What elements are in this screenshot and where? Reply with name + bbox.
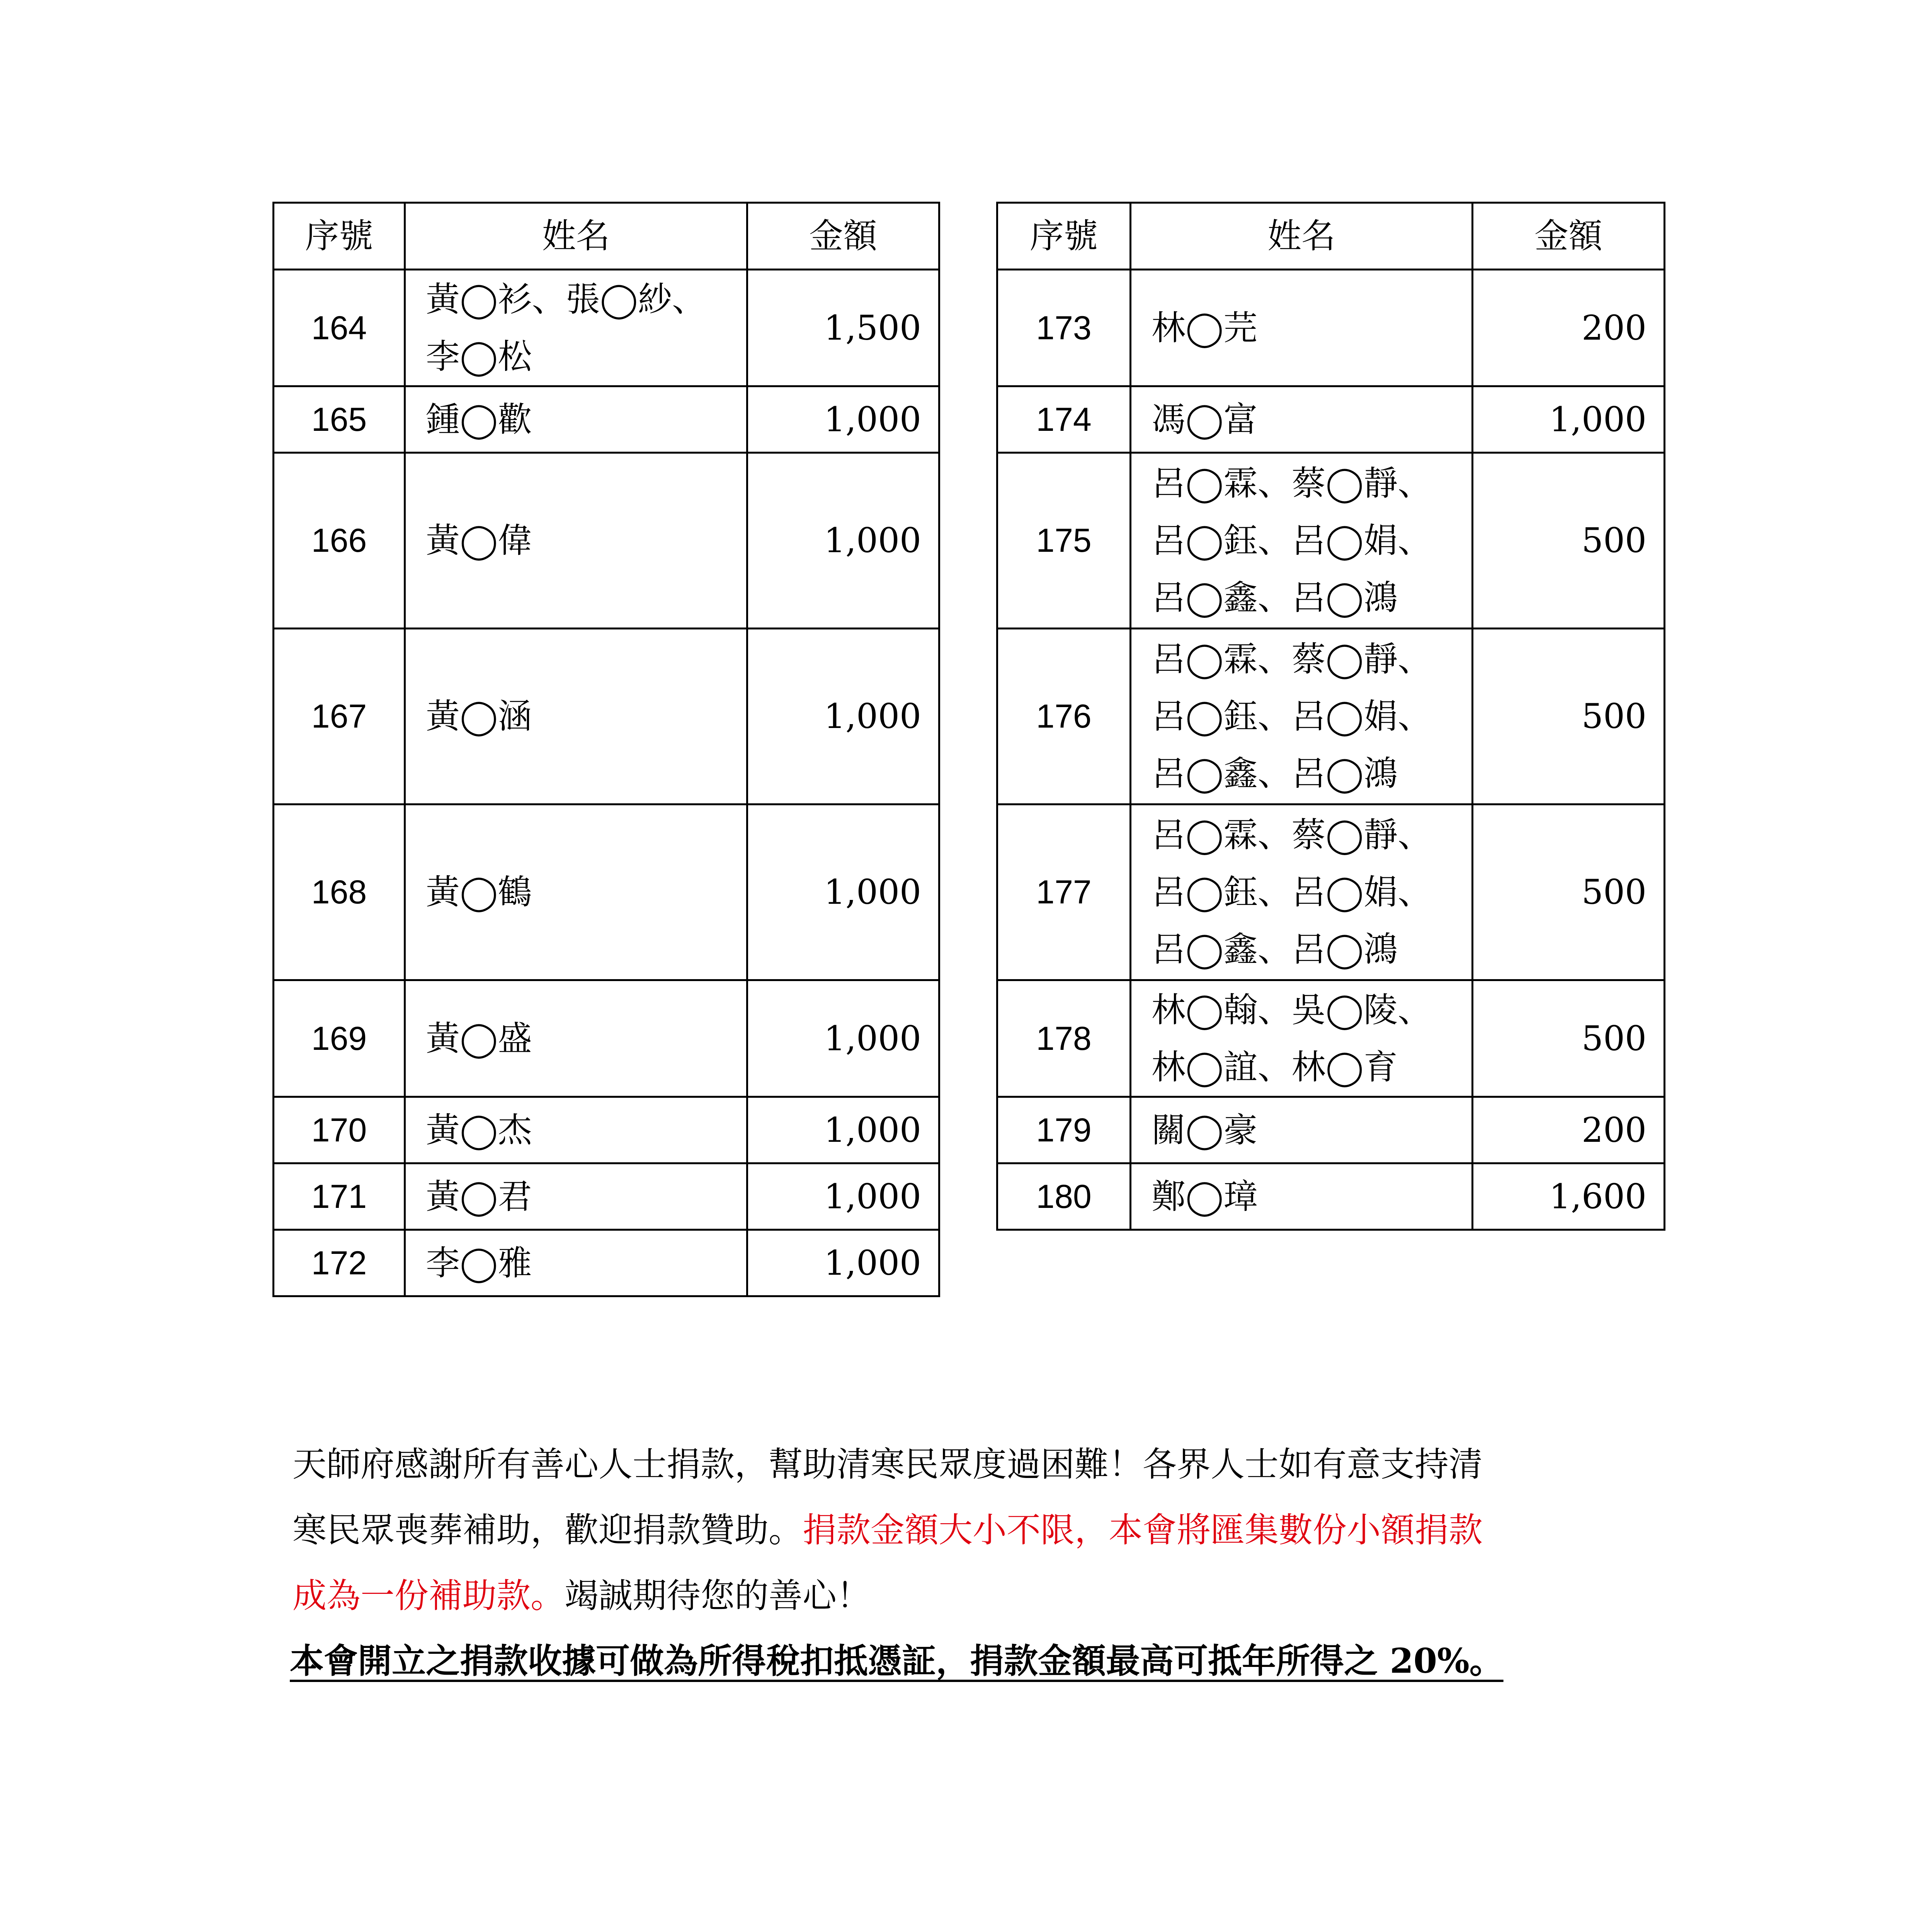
seq-cell: 168	[274, 804, 405, 980]
table-row	[997, 270, 1665, 386]
donor-name-cell: 呂◯霖、蔡◯靜、 呂◯鈺、呂◯娟、 呂◯鑫、呂◯鴻	[1131, 804, 1473, 980]
amount-cell: 500	[1473, 804, 1665, 980]
donor-name-cell: 呂◯霖、蔡◯靜、 呂◯鈺、呂◯娟、 呂◯鑫、呂◯鴻	[1131, 453, 1473, 629]
seq-cell: 173	[997, 270, 1131, 386]
tax-deduction-notice: 本會開立之捐款收據可做為所得稅扣抵憑証，捐款金額最高可抵年所得之 20%。	[290, 1641, 1504, 1681]
table-header-row	[274, 203, 939, 270]
seq-cell: 166	[274, 453, 405, 629]
seq-cell: 178	[997, 980, 1131, 1097]
table-row	[274, 386, 939, 453]
amount-cell: 1,000	[747, 1163, 939, 1230]
donor-name-cell: 呂◯霖、蔡◯靜、 呂◯鈺、呂◯娟、 呂◯鑫、呂◯鴻	[1131, 629, 1473, 804]
donor-name-cell: 關◯豪	[1131, 1097, 1473, 1163]
seq-cell: 174	[997, 386, 1131, 453]
donor-table-left	[272, 202, 940, 1297]
table-row	[274, 1097, 939, 1163]
amount-cell: 200	[1473, 1097, 1665, 1163]
seq-cell: 175	[997, 453, 1131, 629]
amount-cell: 1,500	[747, 270, 939, 386]
note-text-highlight: 捐款金額大小不限，本會將匯集數份小額捐款	[803, 1510, 1483, 1550]
amount-cell: 500	[1473, 453, 1665, 629]
table-row	[274, 804, 939, 980]
donor-table-right-body	[997, 203, 1665, 1230]
note-text-highlight: 成為一份補助款。	[293, 1576, 565, 1616]
seq-cell: 167	[274, 629, 405, 804]
seq-cell: 180	[997, 1163, 1131, 1230]
table-row	[997, 1163, 1665, 1230]
table-row	[997, 453, 1665, 629]
note-text: 天師府感謝所有善心人士捐款，幫助清寒民眾度過困難！各界人士如有意支持清	[293, 1444, 1483, 1484]
donor-name-cell: 黃◯杰	[405, 1097, 747, 1163]
table-row	[274, 1230, 939, 1296]
amount-cell: 1,000	[747, 1097, 939, 1163]
seq-cell: 176	[997, 629, 1131, 804]
header-amount: 金額	[747, 203, 939, 270]
amount-cell: 1,000	[747, 386, 939, 453]
table-row	[997, 1097, 1665, 1163]
table-row	[997, 629, 1665, 804]
header-seq: 序號	[997, 203, 1131, 270]
table-row	[997, 980, 1665, 1097]
note-line-4	[290, 1638, 1642, 1684]
donor-name-cell: 黃◯衫、張◯紗、 李◯松	[405, 270, 747, 386]
donor-table-left-body	[274, 203, 939, 1296]
header-name: 姓名	[1131, 203, 1473, 270]
seq-cell: 170	[274, 1097, 405, 1163]
seq-cell: 169	[274, 980, 405, 1097]
amount-cell: 1,600	[1473, 1163, 1665, 1230]
table-row	[997, 804, 1665, 980]
amount-cell: 1,000	[747, 1230, 939, 1296]
seq-cell: 172	[274, 1230, 405, 1296]
donor-name-cell: 黃◯盛	[405, 980, 747, 1097]
amount-cell: 1,000	[747, 804, 939, 980]
table-header-row	[997, 203, 1665, 270]
amount-cell: 1,000	[747, 980, 939, 1097]
seq-cell: 165	[274, 386, 405, 453]
amount-cell: 500	[1473, 629, 1665, 804]
table-row	[274, 1163, 939, 1230]
amount-cell: 1,000	[1473, 386, 1665, 453]
seq-cell: 164	[274, 270, 405, 386]
seq-cell: 171	[274, 1163, 405, 1230]
amount-cell: 1,000	[747, 629, 939, 804]
note-text: 竭誠期待您的善心！	[565, 1576, 871, 1616]
donor-name-cell: 黃◯涵	[405, 629, 747, 804]
donor-name-cell: 鍾◯歡	[405, 386, 747, 453]
amount-cell: 200	[1473, 270, 1665, 386]
seq-cell: 179	[997, 1097, 1131, 1163]
table-row	[274, 980, 939, 1097]
header-amount: 金額	[1473, 203, 1665, 270]
donor-name-cell: 黃◯君	[405, 1163, 747, 1230]
table-row	[274, 453, 939, 629]
amount-cell: 1,000	[747, 453, 939, 629]
header-name: 姓名	[405, 203, 747, 270]
donor-name-cell: 林◯翰、吳◯陵、 林◯誼、林◯育	[1131, 980, 1473, 1097]
header-seq: 序號	[274, 203, 405, 270]
amount-cell: 500	[1473, 980, 1665, 1097]
note-line-2	[293, 1507, 1645, 1553]
donor-table-right	[996, 202, 1665, 1231]
donor-name-cell: 李◯雅	[405, 1230, 747, 1296]
donor-name-cell: 馮◯富	[1131, 386, 1473, 453]
seq-cell: 177	[997, 804, 1131, 980]
note-line-1	[293, 1441, 1645, 1488]
table-row	[997, 386, 1665, 453]
table-row	[274, 629, 939, 804]
table-row	[274, 270, 939, 386]
donor-name-cell: 黃◯鶴	[405, 804, 747, 980]
donor-name-cell: 鄭◯璋	[1131, 1163, 1473, 1230]
donor-name-cell: 黃◯偉	[405, 453, 747, 629]
donor-name-cell: 林◯芫	[1131, 270, 1473, 386]
note-line-3	[293, 1573, 1645, 1619]
note-text: 寒民眾喪葬補助，歡迎捐款贊助。	[293, 1510, 803, 1550]
